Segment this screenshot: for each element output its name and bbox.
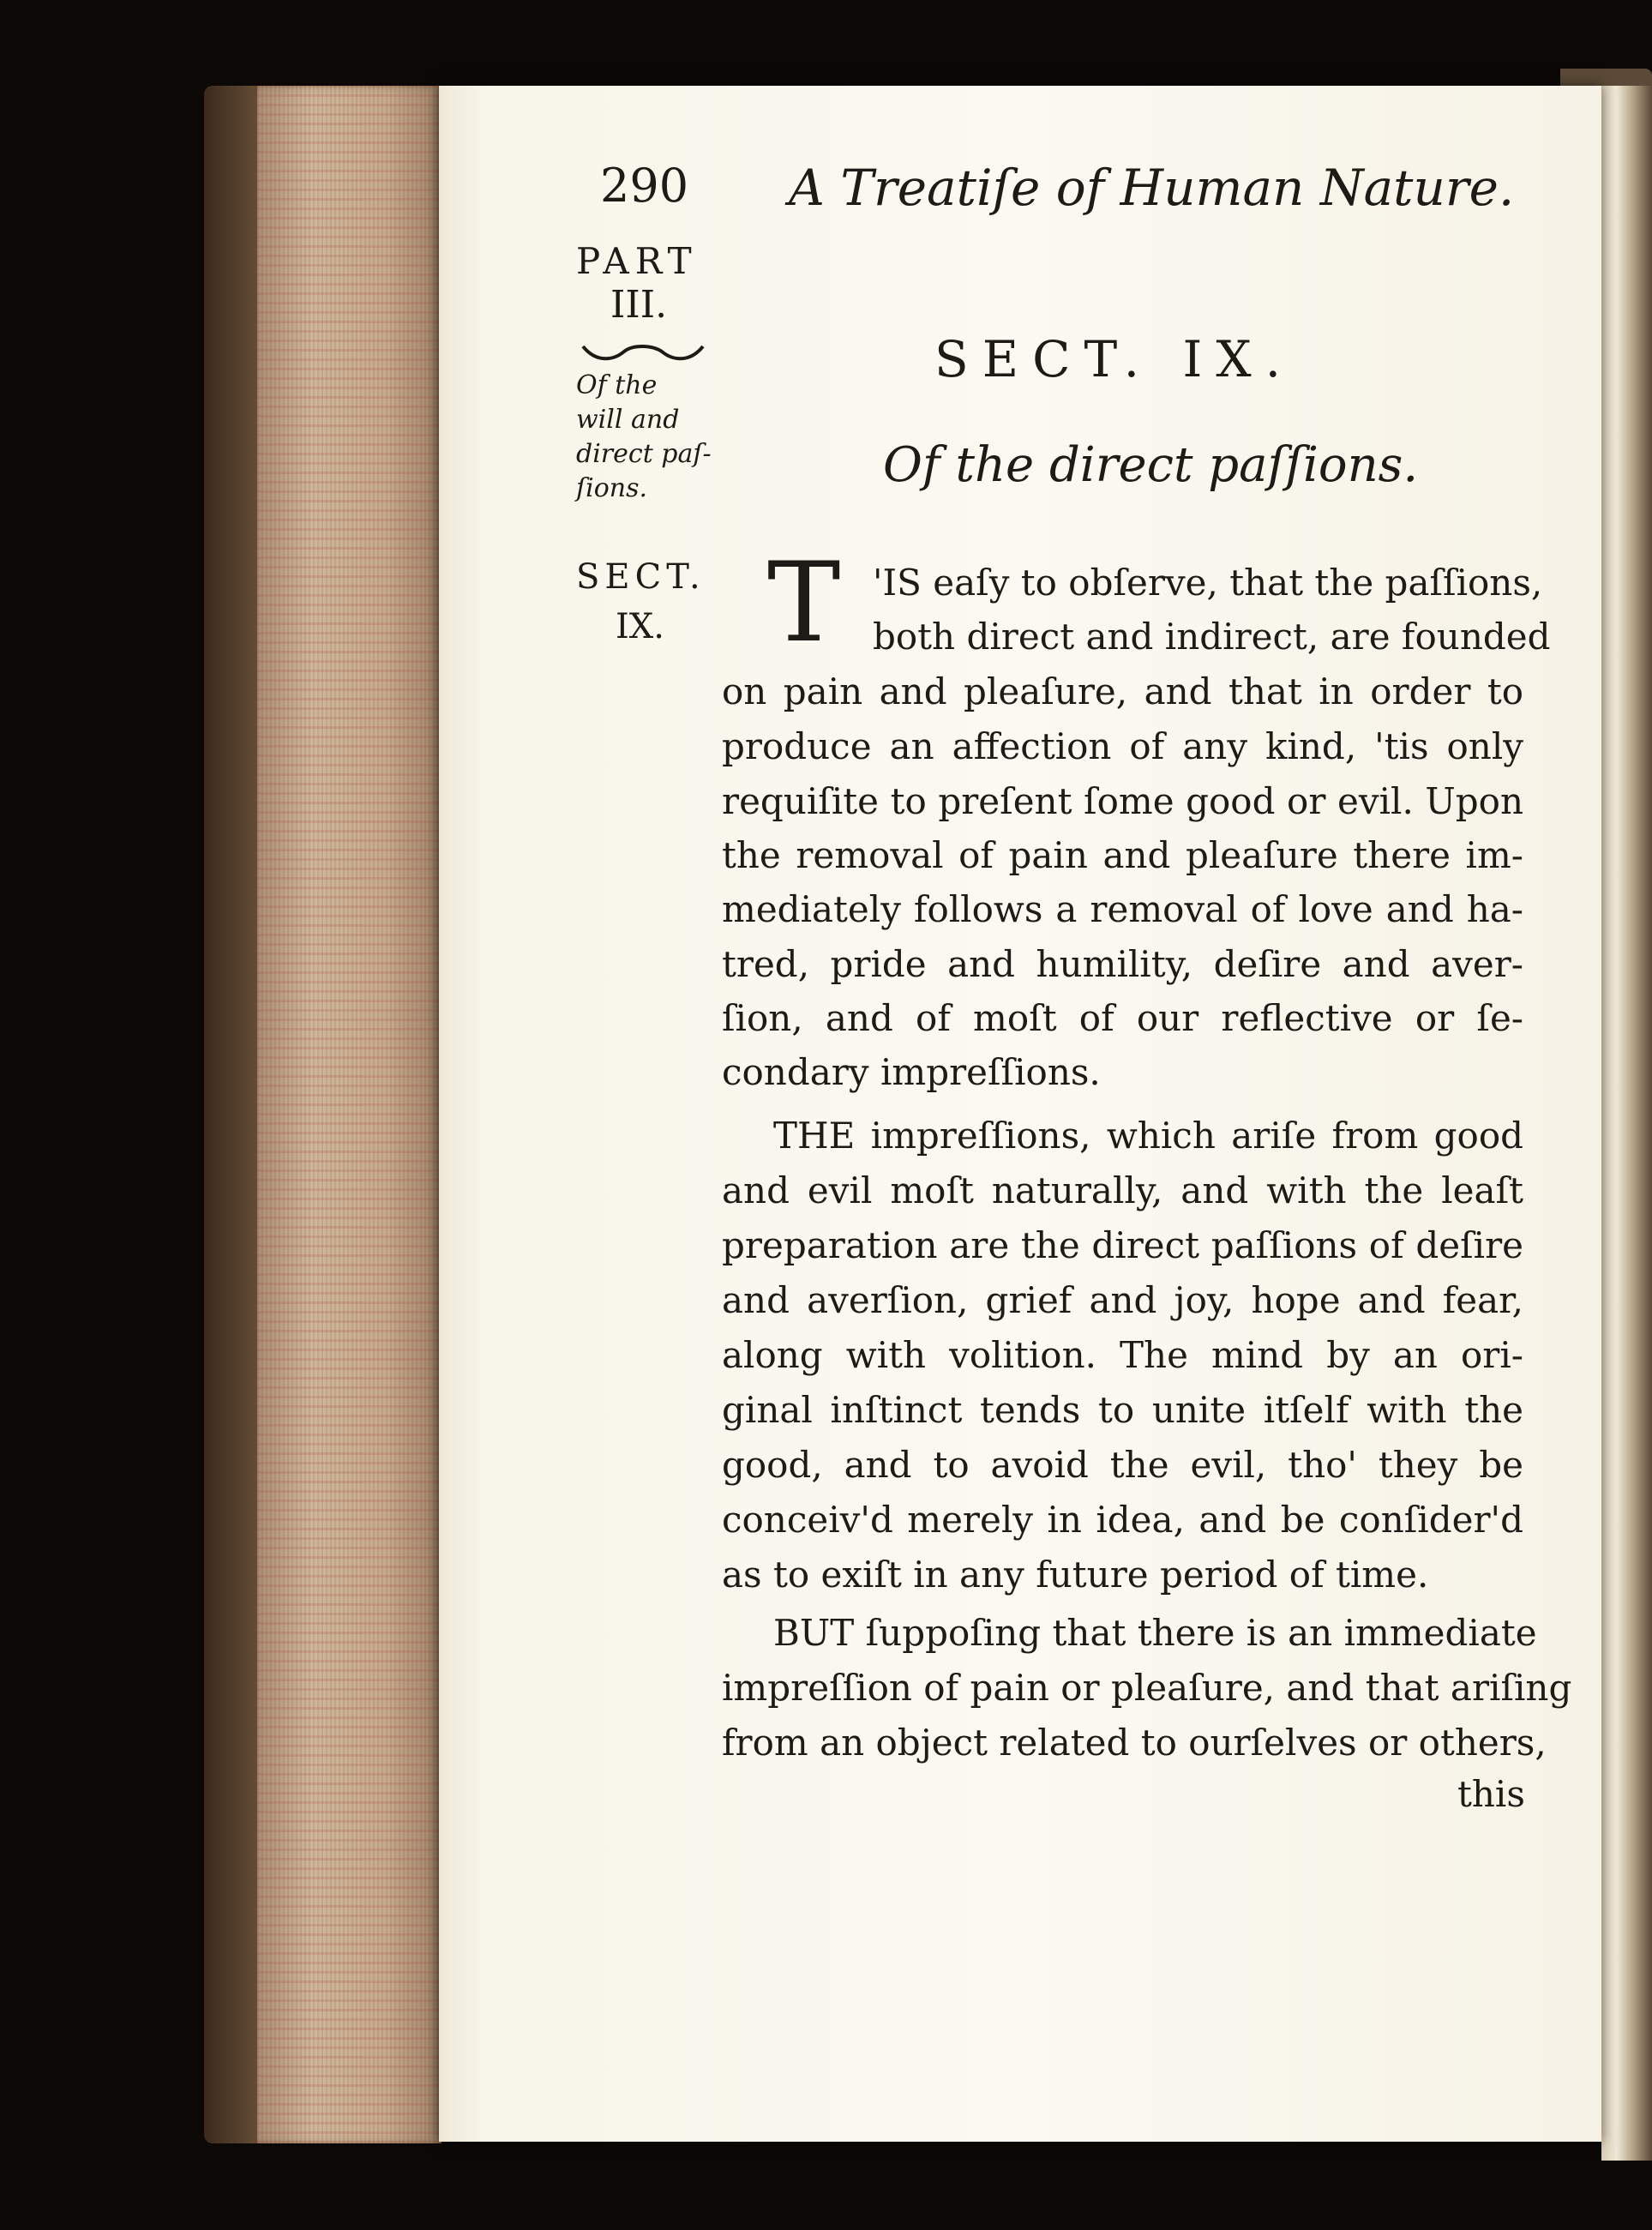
- side-note-line: will and: [576, 405, 680, 435]
- text-line: mediately follows a removal of love and ha-: [722, 888, 1523, 930]
- section-title: SECT. IX.: [934, 330, 1295, 388]
- page-number: 290: [600, 159, 689, 213]
- text-line: conceiv'd merely in idea, and be conſider'd: [722, 1499, 1523, 1541]
- side-note-line: Of the: [576, 370, 658, 400]
- part-number: III.: [610, 283, 668, 327]
- part-label: PART: [576, 240, 698, 282]
- text-line: on pain and pleaſure, and that in order to: [722, 670, 1523, 712]
- text-line: impreſſion of pain or pleaſure, and that ariſing: [722, 1667, 1572, 1709]
- text-line: along with volition. The mind by an ori-: [722, 1334, 1523, 1376]
- section-subtitle: Of the direct paſſions.: [883, 437, 1419, 493]
- text-line: as to exiſt in any future period of time.: [722, 1554, 1429, 1596]
- text-line: 'IS eaſy to obſerve, that the paſſions,: [873, 562, 1543, 604]
- text-line: both direct and indirect, are founded: [873, 616, 1551, 658]
- running-title: A Treatiſe of Human Nature.: [789, 159, 1515, 217]
- text-line: the removal of pain and pleaſure there im-: [722, 834, 1523, 876]
- right-page-curl: [1601, 86, 1652, 2161]
- sect-label: SECT.: [576, 557, 706, 597]
- page-edges: [257, 86, 442, 2143]
- text-line: tred, pride and humility, deſire and aver-: [722, 943, 1523, 985]
- side-note-line: direct paſ-: [576, 439, 712, 469]
- text-line: requiſite to preſent ſome good or evil. Upon: [722, 780, 1523, 822]
- text-line: and evil moſt naturally, and with the leaſt: [722, 1169, 1523, 1211]
- text-line: from an object related to ourſelves or others,: [722, 1722, 1547, 1764]
- text-line: preparation are the direct paſſions of deſire: [722, 1224, 1523, 1266]
- text-line: condary impreſſions.: [722, 1051, 1101, 1093]
- sect-number: IX.: [616, 607, 664, 646]
- text-line: BUT ſuppoſing that there is an immediate: [773, 1612, 1537, 1654]
- ornament-flourish: [580, 341, 706, 364]
- text-line: ginal inſtinct tends to unite itſelf with the: [722, 1389, 1523, 1431]
- text-line: good, and to avoid the evil, tho' they be: [722, 1444, 1523, 1486]
- catchword: this: [1457, 1773, 1525, 1815]
- text-line: produce an affection of any kind, 'tis only: [722, 725, 1523, 767]
- text-line: and averſion, grief and joy, hope and fear,: [722, 1279, 1523, 1321]
- side-note-line: ſions.: [576, 473, 648, 503]
- drop-cap: T: [767, 539, 841, 667]
- text-line: ſion, and of moſt of our reflective or ſe-: [722, 997, 1523, 1039]
- text-line: THE impreſſions, which ariſe from good: [773, 1115, 1523, 1157]
